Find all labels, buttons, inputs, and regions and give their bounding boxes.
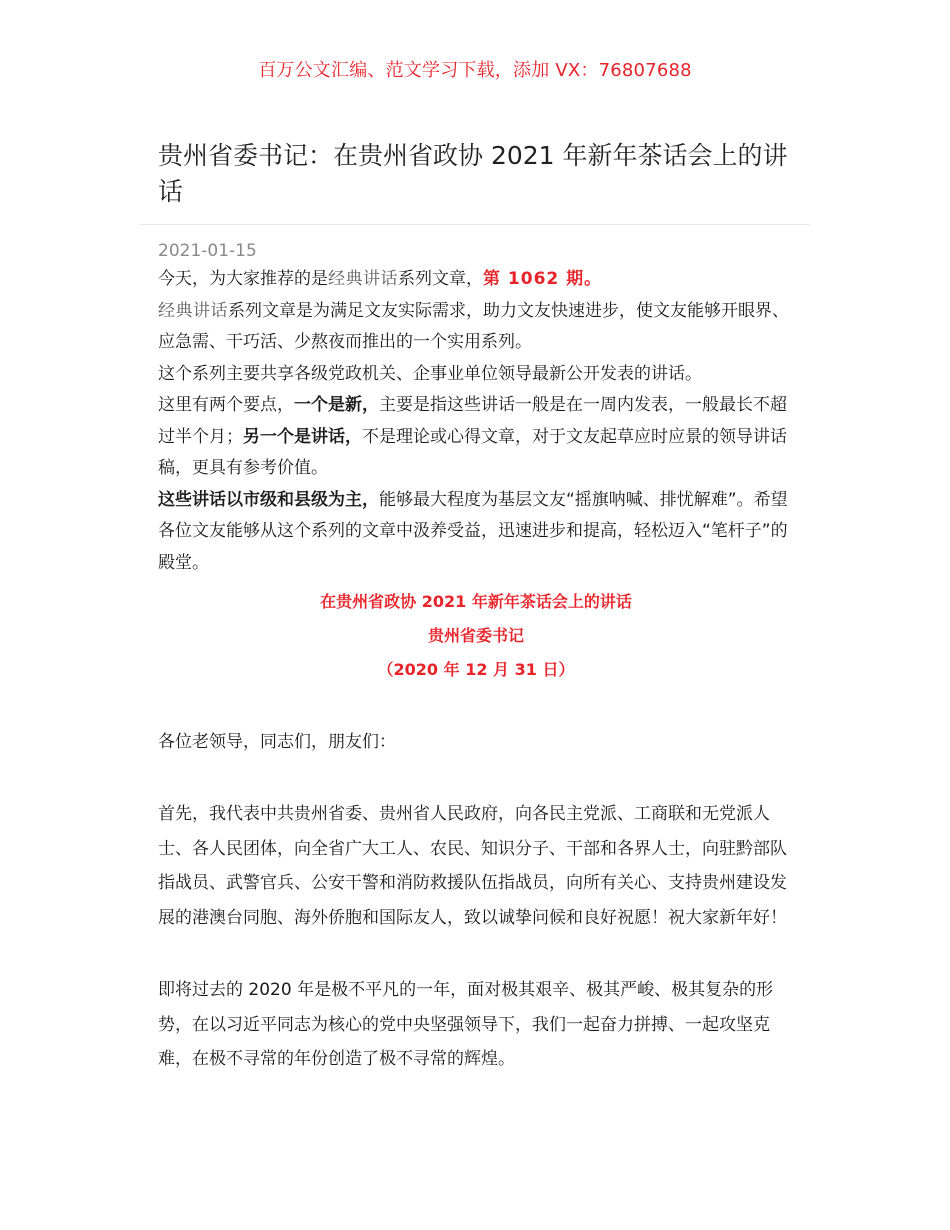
key-point-speech: 另一个是讲话， [243, 426, 362, 447]
article-body [158, 238, 794, 1077]
intro-paragraph-4 [158, 390, 794, 485]
intro-text: 这里有两个要点， [158, 395, 294, 415]
intro-text: 系列文章是为满足文友实际需求，助力文友快速进步，使文友能够开眼界、应急需、干巧活、少熬夜而推出的一个实用系列。 [158, 300, 789, 352]
series-name: 经典讲话 [328, 269, 398, 289]
intro-text: 不是理论或心得文章，对于文友起草应时应景的领导讲话稿，更具有参考价值。 [158, 426, 787, 478]
intro-paragraph-2 [158, 296, 794, 359]
header-banner: 百万公文汇编、范文学习下载，添加 VX：76807688 [258, 60, 692, 81]
article-title: 贵州省委书记：在贵州省政协 2021 年新年茶话会上的讲话 [158, 141, 788, 206]
speech-title: 在贵州省政协 2021 年新年茶话会上的讲话 [320, 592, 632, 611]
intro-text: 系列文章， [398, 269, 483, 289]
key-point-level: 这些讲话以市级和县级为主， [158, 489, 379, 510]
intro-paragraph-5 [158, 485, 794, 580]
intro-paragraph-3: 这个系列主要共享各级党政机关、企事业单位领导最新公开发表的讲话。 [158, 363, 702, 384]
intro-text: 能够最大程度为基层文友“摇旗呐喊、排忧解难”。希望各位文友能够从这个系列的文章中汲养受益，迅速进步和提高，轻松迈入“笔杆子”的殿堂。 [158, 489, 788, 573]
issue-number: 第 1062 期。 [483, 269, 603, 289]
speech-salutation: 各位老领导，同志们，朋友们： [158, 732, 396, 752]
speech-paragraph-1: 首先，我代表中共贵州省委、贵州省人民政府，向各民主党派、工商联和无党派人士、各人民团体，向全省广大工人、农民、知识分子、干部和各界人士，向驻黔部队指战员、武警官兵、公安干警和消防救援队伍指战员，向所有关心、支持贵州建设发展的港澳台同胞、海外侨胞和国际友人，致以诚挚问候和良好祝愿！祝大家新年好！ [158, 804, 787, 928]
publish-date: 2021-01-15 [158, 241, 257, 261]
article-header [140, 138, 810, 225]
speech-paragraph-2: 即将过去的 2020 年是极不平凡的一年，面对极其艰辛、极其严峻、极其复杂的形势，在以习近平同志为核心的党中央坚强领导下，我们一起奋力拼搏、一起攻坚克难，在极不寻常的年份创造了极不寻常的辉煌。 [158, 980, 774, 1069]
speech-date: （2020 年 12 月 31 日） [377, 660, 575, 679]
intro-text: 主要是指这些讲话一般是在一周内发表，一般最长不超过半个月； [158, 395, 787, 447]
intro-paragraph-1 [158, 264, 794, 296]
intro-text: 今天，为大家推荐的是 [158, 269, 328, 289]
speech-speaker: 贵州省委书记 [427, 626, 524, 645]
key-point-new: 一个是新， [294, 395, 379, 415]
series-name: 经典讲话 [158, 300, 228, 321]
